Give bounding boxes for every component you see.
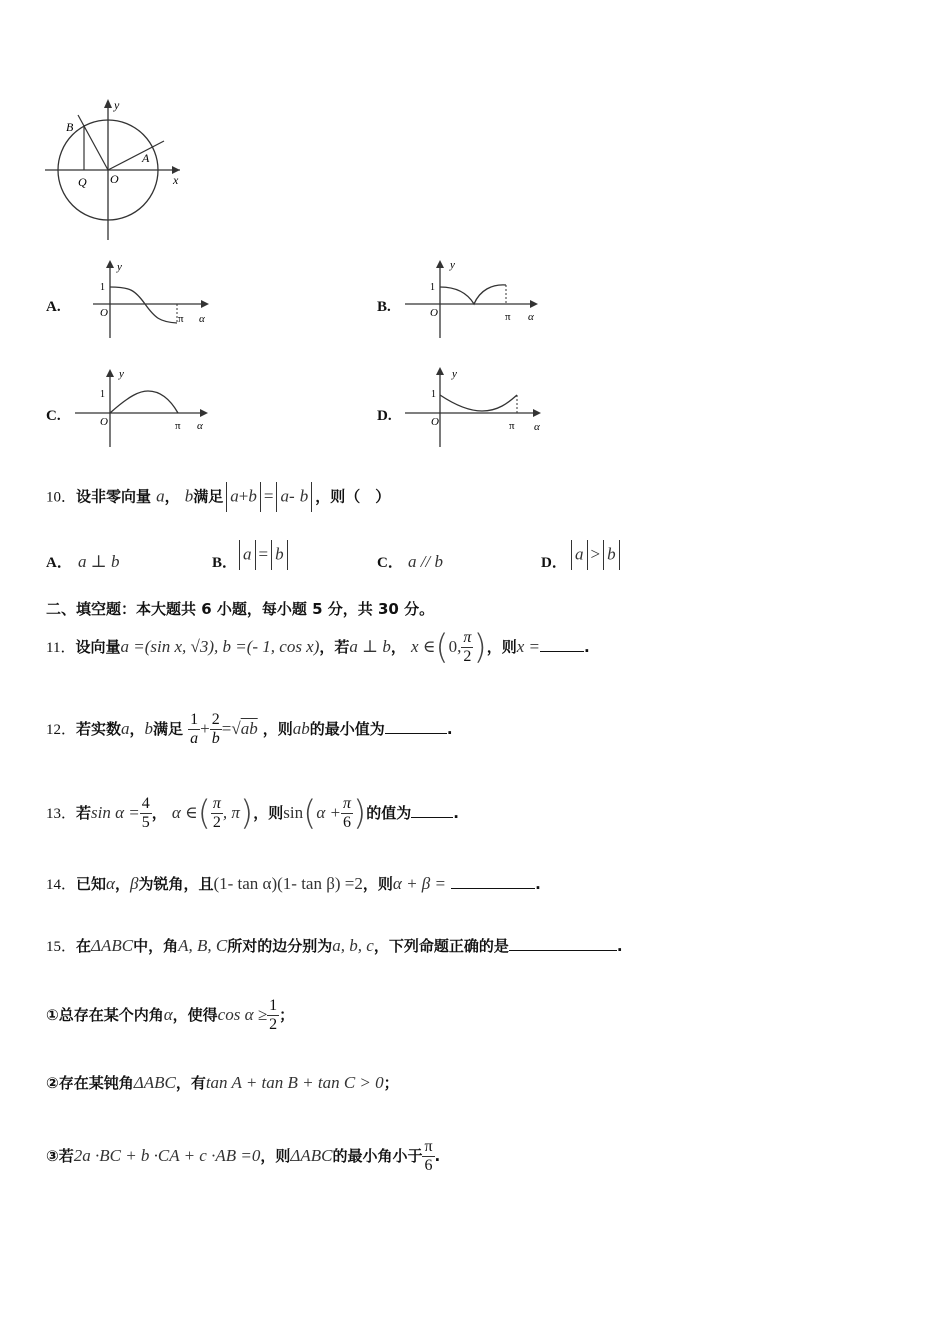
q15-tri: ΔABC — [91, 936, 134, 955]
graph-a — [85, 256, 225, 341]
question-11: 11．设向量a =(sin x, √3), b =(- 1, cos x)，若a ⊥ b， x ∈(0, $\frac{\pi}{2}$ )，则x = . — [46, 627, 590, 668]
s2-tri: ΔABC — [133, 1073, 176, 1092]
uc-Q: Q — [78, 175, 87, 189]
option-d-label[interactable]: D. — [377, 408, 392, 424]
q10-optB[interactable] — [236, 540, 291, 570]
s3-six: 6 — [424, 1157, 433, 1174]
gb-o: O — [430, 307, 438, 319]
option-c-label[interactable]: C. — [46, 408, 61, 424]
s3-t1: 若 — [58, 1147, 74, 1165]
question-15: 15．在ΔABC中，角A, B, C所对的边分别为a, b, c，下列命题正确的是 . — [46, 936, 623, 955]
q10-optD-gt: > — [590, 544, 601, 564]
q10-optD[interactable] — [568, 540, 623, 570]
s1-mark: ① — [46, 1006, 59, 1024]
q11-zero: 0, — [448, 637, 462, 656]
q11-t2: ，若 — [319, 638, 350, 656]
q10-lhs-b: b — [248, 486, 257, 506]
q13-t3: 的值为 — [366, 804, 412, 822]
q13-pi3: π — [343, 795, 352, 812]
gc-one: 1 — [100, 389, 105, 400]
q14-comma: ， — [114, 875, 130, 893]
s2-t3: ； — [383, 1074, 399, 1092]
q12-t2: 满足 — [153, 720, 184, 738]
q13-t1: 若 — [76, 804, 92, 822]
statement-2 — [46, 1072, 399, 1093]
q15-angles: A, B, C — [178, 936, 228, 955]
q10-lhs-a: a — [230, 486, 239, 506]
q12-comma: ， — [129, 720, 145, 738]
q12-plus: + — [200, 719, 210, 738]
q11-dom: x ∈ — [411, 637, 436, 656]
q10-optB-eq: = — [258, 544, 269, 564]
q10-optD-label[interactable]: D． — [541, 555, 567, 571]
s1-t1: 总存在某个内角 — [58, 1006, 164, 1024]
unit-circle-figure — [40, 95, 190, 245]
statement-3 — [46, 1134, 440, 1178]
s1-two: 2 — [269, 1016, 278, 1033]
q10-optD-a: a — [575, 544, 584, 564]
question-14: 14．已知α，β为锐角，且(1- tan α)(1- tan β) =2，则α + β = . — [46, 874, 541, 893]
s3-t2: ，则 — [260, 1147, 291, 1165]
gd-alpha: α — [534, 421, 540, 433]
q15-t3: 所对的边分别为 — [227, 937, 333, 955]
graph-c — [70, 365, 220, 450]
s3-t4: . — [434, 1147, 441, 1165]
q14-t2: 为锐角，且 — [138, 875, 214, 893]
q12-t3: ，则 — [262, 720, 293, 738]
uc-B: B — [66, 120, 74, 134]
ga-y: y — [117, 261, 122, 273]
q15-t1: 在 — [76, 937, 92, 955]
q14-number: 14． — [46, 877, 77, 893]
q11-t3: ， — [390, 638, 406, 656]
q12-ab2: ab — [292, 719, 310, 738]
uc-A: A — [142, 151, 150, 165]
q10-eq: = — [263, 486, 274, 506]
uc-y: y — [114, 98, 120, 112]
q10-comma: ， — [164, 487, 180, 506]
q13-alpha-in: α ∈ — [171, 803, 198, 822]
q12-frac-b: b — [211, 730, 220, 747]
option-a-label[interactable]: A. — [46, 299, 61, 315]
s3-expr: 2a ·BC + b ·CA + c ·AB =0 — [73, 1146, 261, 1165]
q10-optC-label[interactable]: C． — [377, 555, 403, 571]
q10-rhs-b: b — [299, 486, 309, 506]
gc-alpha: α — [197, 420, 203, 432]
q15-number: 15． — [46, 939, 77, 955]
gc-pi: π — [175, 420, 181, 432]
ga-one: 1 — [100, 282, 105, 293]
q11-cond: a ⊥ b — [349, 637, 391, 656]
graph-d — [400, 365, 550, 450]
q12-a: a — [121, 719, 130, 738]
s2-expr: tan A + tan B + tan C > 0 — [205, 1073, 384, 1092]
q12-t4: 的最小值为 — [309, 720, 385, 738]
s1-cos: cos α ≥ — [217, 1005, 268, 1024]
q12-one: 1 — [190, 711, 199, 728]
q11-t1: 设向量 — [75, 638, 121, 656]
q12-t1: 若实数 — [76, 720, 122, 738]
gc-o: O — [100, 416, 108, 428]
q13-sin2: sin — [283, 803, 304, 822]
q12-b: b — [144, 719, 154, 738]
s3-tri: ΔABC — [290, 1146, 333, 1165]
q10-text1: 设非零向量 — [76, 487, 152, 506]
q10-optB-label[interactable]: B． — [212, 555, 238, 571]
gd-pi: π — [509, 420, 515, 432]
q15-t2: 中，角 — [133, 937, 179, 955]
q13-t2: ，则 — [253, 804, 284, 822]
ga-pi: π — [178, 313, 184, 325]
q10-minus: - — [288, 486, 295, 506]
gb-pi: π — [505, 311, 511, 323]
q13-pi2: , π — [222, 803, 240, 822]
ga-o: O — [100, 307, 108, 319]
gb-one: 1 — [430, 282, 435, 293]
q10-text2: 满足 — [193, 487, 224, 506]
q11-ans: x = — [516, 637, 540, 656]
ga-alpha: α — [199, 313, 205, 325]
q10-optB-b: b — [275, 544, 284, 564]
q12-number: 12． — [46, 722, 77, 738]
s3-t3: 的最小角小于 — [332, 1147, 423, 1165]
q11-two: 2 — [463, 648, 472, 665]
s1-one: 1 — [269, 997, 278, 1014]
q14-beta: β — [129, 874, 139, 893]
q11-expr: a =(sin x, √3), b =(- 1, cos x) — [120, 637, 320, 656]
q15-sides: a, b, c — [332, 936, 374, 955]
q10-b: b — [184, 486, 194, 506]
question-10 — [46, 482, 390, 512]
gc-y: y — [119, 368, 124, 380]
q10-optC[interactable]: a // b — [408, 552, 443, 571]
q13-alpha-plus: α + — [316, 803, 341, 822]
graph-b — [400, 256, 550, 341]
q13-six: 6 — [343, 814, 351, 831]
q15-t4: ，下列命题正确的是 — [373, 937, 509, 955]
q12-two: 2 — [211, 711, 220, 728]
s1-t2: ，使得 — [172, 1006, 218, 1024]
s2-t1: 存在某钝角 — [58, 1074, 134, 1092]
q12-frac-a: a — [190, 730, 199, 747]
q11-number: 11． — [46, 640, 76, 656]
s2-mark: ② — [46, 1074, 59, 1092]
gb-alpha: α — [528, 311, 534, 323]
q10-number: 10． — [46, 489, 77, 506]
q13-five: 5 — [141, 814, 150, 831]
gd-one: 1 — [431, 389, 436, 400]
section-2-title: 二、填空题：本大题共 6 小题，每小题 5 分，共 30 分。 — [46, 600, 435, 618]
q13-pi: π — [212, 795, 221, 812]
q10-optA-label[interactable]: A． — [46, 555, 72, 571]
q14-ans: α + β = — [392, 874, 446, 893]
option-b-label[interactable]: B. — [377, 299, 391, 315]
q12-eq: = — [221, 719, 232, 738]
q13-sin: sin α = — [91, 803, 140, 822]
q13-number: 13． — [46, 806, 77, 822]
s1-t3: ； — [279, 1006, 295, 1024]
q13-comma: ， — [151, 804, 167, 822]
s2-t2: ，有 — [175, 1074, 206, 1092]
q14-expr: (1- tan α)(1- tan β) =2 — [213, 874, 363, 893]
q10-plus: + — [238, 486, 249, 506]
uc-O: O — [110, 172, 119, 186]
q10-text3: ，则（ ） — [315, 487, 391, 506]
q10-a: a — [156, 486, 165, 506]
q12-sqrt: √ — [231, 719, 241, 738]
uc-x: x — [173, 173, 179, 187]
q11-pi: π — [463, 629, 472, 646]
s1-alpha: α — [163, 1005, 173, 1024]
s3-pi: π — [424, 1138, 433, 1155]
question-12: 12．若实数a，b满足 $\frac{1}{a}$ + $\frac{2}{b}$ =√ab ，则ab的最小值为 . — [46, 711, 453, 747]
s3-mark: ③ — [46, 1147, 59, 1165]
question-13: 13．若sin α = $\frac{4}{5}$ ， α ∈( $\frac{\pi}{2}$ , π)，则sin(α + $\frac{\pi}{6}$ )的值为 . — [46, 793, 459, 834]
q11-t4: ，则 — [486, 638, 517, 656]
q10-optD-b: b — [607, 544, 616, 564]
gb-y: y — [450, 259, 455, 271]
q14-t1: 已知 — [76, 875, 107, 893]
q10-rhs-a: a — [280, 486, 289, 506]
q10-optB-a: a — [243, 544, 252, 564]
statement-1 — [46, 990, 294, 1040]
q14-alpha: α — [106, 874, 115, 893]
q12-ab: ab — [240, 719, 258, 738]
q14-t3: ，则 — [362, 875, 393, 893]
q13-four: 4 — [141, 795, 150, 812]
gd-o: O — [431, 416, 439, 428]
q13-two: 2 — [212, 814, 221, 831]
q10-optA[interactable]: a ⊥ b — [78, 552, 120, 571]
gd-y: y — [452, 368, 457, 380]
